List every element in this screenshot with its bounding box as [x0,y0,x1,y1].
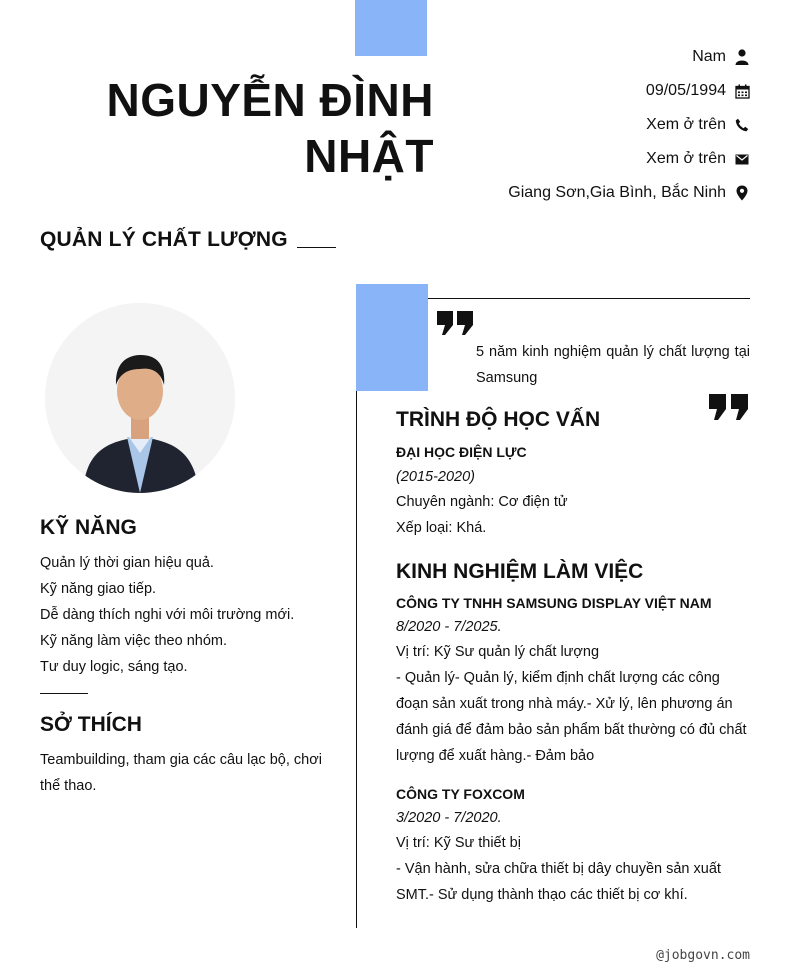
mail-icon [734,151,750,167]
candidate-name [40,72,434,184]
hobbies-text: Teambuilding, tham gia các câu lạc bộ, chơi thể thao. [40,752,322,794]
column-divider [356,391,357,928]
candidate-name-line2: NHẬT [304,130,434,182]
job-title-underline [297,247,336,248]
job-company: CÔNG TY TNHH SAMSUNG DISPLAY VIỆT NAM [396,595,712,611]
contact-gender: Nam [390,40,750,74]
job-description: - Vận hành, sửa chữa thiết bị dây chuyền sản xuất SMT.- Sử dụng thành thạo các thiết bị cơ khí. [396,861,721,903]
skill-item: Tư duy logic, sáng tạo. [40,659,188,675]
job-description: - Quản lý- Quản lý, kiểm định chất lượng các công đoạn sản xuất trong nhà máy.- Xử lý, lên phương án đánh giá để đảm bảo sản phẩm bất thường có đủ chất lượng để xuất hàng.- Đảm bảo [396,670,747,764]
contact-email: Xem ở trên [390,142,750,176]
education-major: Chuyên ngành: Cơ điện tử [396,494,568,510]
watermark: @jobgovn.com [656,948,750,963]
education-grade: Xếp loại: Khá. [396,520,487,536]
education-period: (2015-2020) [396,469,475,485]
skill-item: Quản lý thời gian hiệu quả. [40,555,214,571]
calendar-icon [734,83,750,99]
section-divider [40,693,88,694]
open-quote-icon [436,310,474,341]
skill-item: Kỹ năng giao tiếp. [40,581,157,597]
avatar [45,303,235,493]
person-icon [734,49,750,65]
experience-heading: KINH NGHIỆM LÀM VIỆC [396,560,644,583]
job-position: Vị trí: Kỹ Sư thiết bị [396,835,521,851]
quote-rule [428,298,750,299]
contact-address: Giang Sơn,Gia Bình, Bắc Ninh [390,176,750,210]
job-period: 8/2020 - 7/2025. [396,619,502,635]
location-pin-icon [734,185,750,201]
school-name: ĐẠI HỌC ĐIỆN LỰC [396,444,527,460]
job-position: Vị trí: Kỹ Sư quản lý chất lượng [396,644,600,660]
summary-text: 5 năm kinh nghiệm quản lý chất lượng tại Samsung [476,344,750,386]
skill-item: Kỹ năng làm việc theo nhóm. [40,633,227,649]
contact-info [390,40,750,210]
contact-phone: Xem ở trên [390,108,750,142]
job-period: 3/2020 - 7/2020. [396,810,502,826]
skill-item: Dễ dàng thích nghi với môi trường mới. [40,607,295,623]
job-company: CÔNG TY FOXCOM [396,786,525,802]
candidate-name-line1: NGUYỄN ĐÌNH [106,74,434,126]
education-heading: TRÌNH ĐỘ HỌC VẤN [396,408,601,431]
accent-block-quote [356,284,428,391]
hobbies-heading: SỞ THÍCH [40,713,142,736]
phone-icon [734,117,750,133]
job-title: QUẢN LÝ CHẤT LƯỢNG [40,228,288,251]
contact-birthday: 09/05/1994 [390,74,750,108]
skills-list [40,550,340,680]
skills-heading: KỸ NĂNG [40,516,137,539]
